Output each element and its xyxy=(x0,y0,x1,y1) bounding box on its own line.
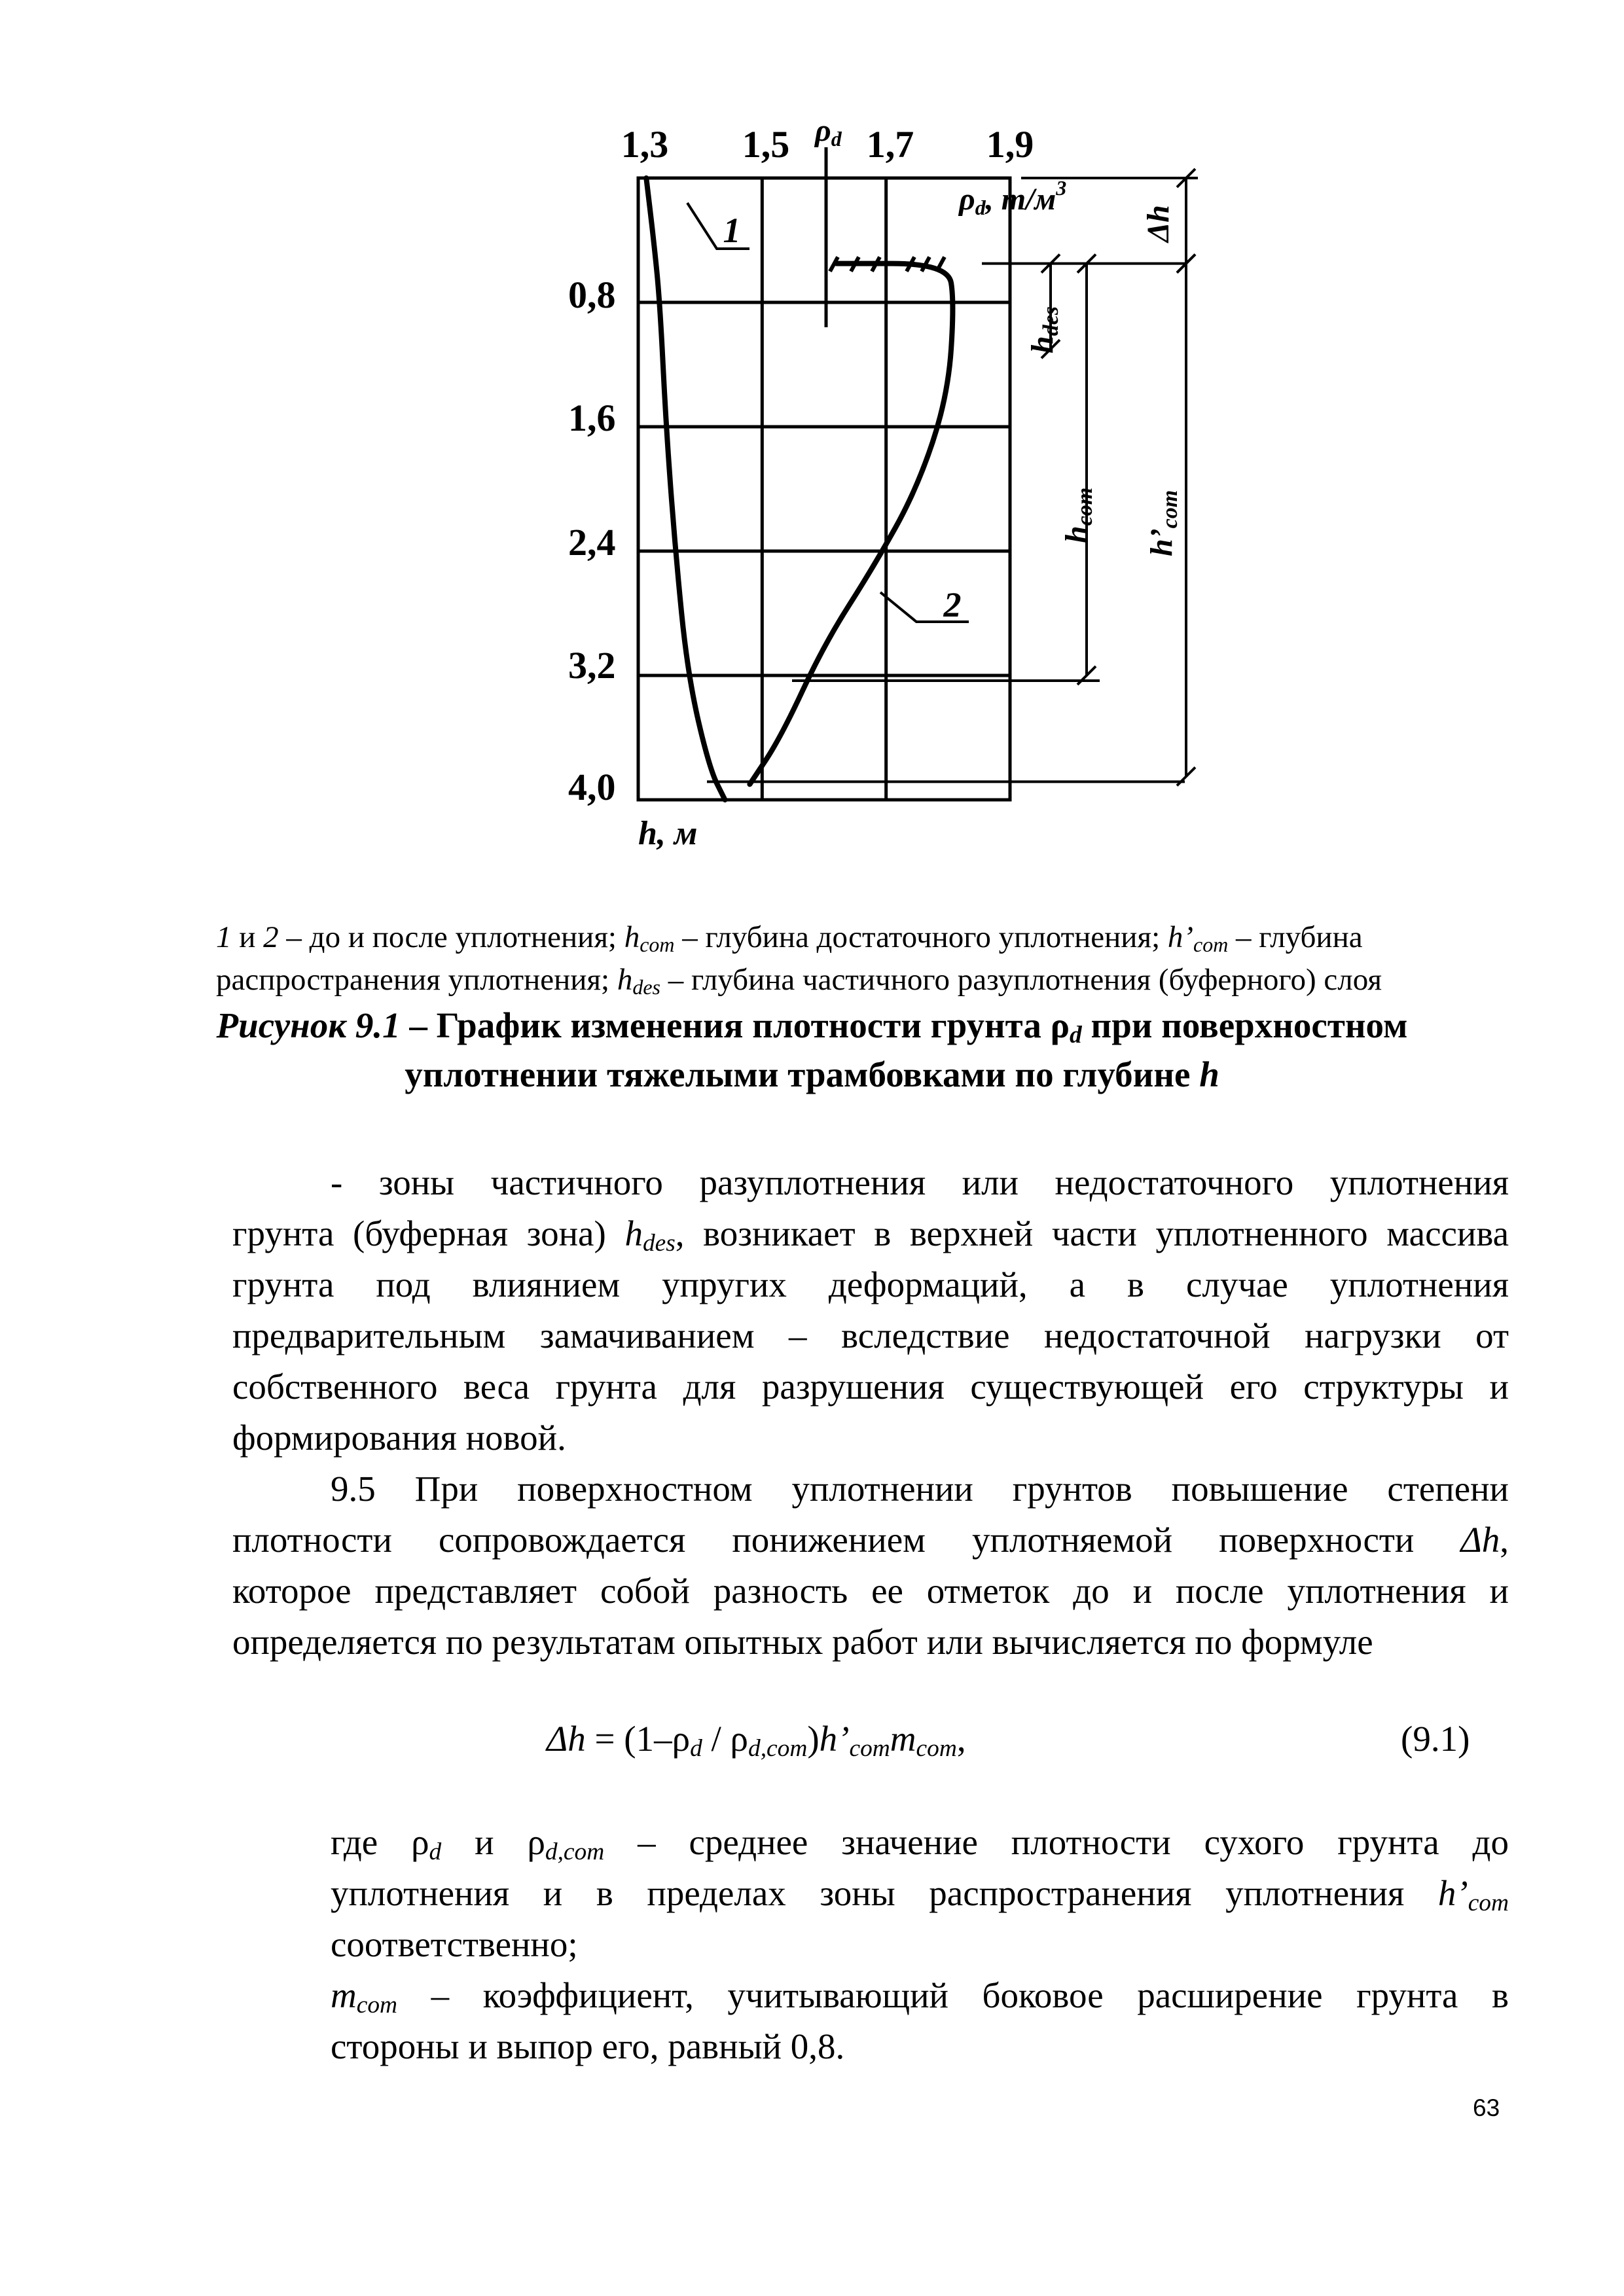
curve-label-2: 2 xyxy=(943,585,962,624)
figure-legend-line-2: распространения уплотнения; $h_{des}$ – глубина частичного разуплотнения (буферного) слоя xyxy=(216,963,1382,999)
paragraph-line: плотности сопровождается понижением уплотняемой поверхности Δh, xyxy=(232,1520,1509,1560)
paragraph-line: определяется по результатам опытных работ или вычисляется по формуле xyxy=(232,1622,1373,1662)
h-prime-com-label: h’com xyxy=(1144,490,1182,556)
y-tick-3-2: 3,2 xyxy=(568,644,616,687)
series-1-curve xyxy=(646,178,725,800)
x-symbol: ρd xyxy=(815,113,842,151)
definition-line: стороны и выпор его, равный 0,8. xyxy=(331,2026,845,2066)
formula-number: (9.1) xyxy=(1401,1719,1470,1759)
page-number: 63 xyxy=(1473,2094,1500,2121)
h-com-label: hcom xyxy=(1059,487,1097,543)
definition-line: $m_{com}$ – коэффициент, учитывающий боковое расширение грунта в xyxy=(331,1975,1509,2019)
x-tick-1-3: 1,3 xyxy=(621,123,669,166)
figure-caption-line-2: уплотнении тяжелыми трамбовками по глубине h xyxy=(405,1054,1219,1094)
paragraph-line: которое представляет собой разность ее отметок до и после уплотнения и xyxy=(232,1571,1509,1611)
paragraph-line: предварительным замачиванием – вследствие недостаточной нагрузки от xyxy=(232,1316,1509,1355)
paragraph-line: грунта под влиянием упругих деформаций, а в случае уплотнения xyxy=(232,1265,1509,1304)
chart-curves xyxy=(646,178,1185,800)
x-tick-1-5: 1,5 xyxy=(742,123,790,166)
paragraph-line: собственного веса грунта для разрушения существующей его структуры и xyxy=(232,1367,1509,1407)
paragraph-line: 9.5 При поверхностном уплотнении грунтов повышение степени xyxy=(331,1469,1509,1509)
series-2-curve xyxy=(749,264,952,785)
definition-line: где $\rho_d$ и $\rho_{d,com}$ – среднее значение плотности сухого грунта до xyxy=(331,1822,1509,1866)
dimension-lines xyxy=(1021,169,1198,785)
definition-line: соответственно; xyxy=(331,1924,578,1964)
paragraph-line: грунта (буферная зона) $h_{des}$, возникает в верхней части уплотненного массива xyxy=(232,1213,1509,1257)
definition-line: уплотнения и в пределах зоны распространения уплотнения $h’_{com}$ xyxy=(331,1873,1509,1917)
delta-h-label: Δh xyxy=(1141,205,1176,242)
x-tick-1-9: 1,9 xyxy=(986,123,1034,166)
density-depth-figure xyxy=(0,0,1624,870)
paragraph-line: формирования новой. xyxy=(232,1418,566,1458)
y-tick-1-6: 1,6 xyxy=(568,397,616,439)
h-des-label: hdes xyxy=(1025,306,1063,353)
y-tick-4-0: 4,0 xyxy=(568,766,616,808)
x-tick-1-7: 1,7 xyxy=(866,123,914,166)
curve-label-1: 1 xyxy=(723,211,741,250)
formula-9-1: $\Delta h = (1-\rho_d$ / $\rho_{d,com})h’_{com}m_{com}$, xyxy=(547,1719,966,1763)
y-tick-2-4: 2,4 xyxy=(568,521,616,564)
paragraph-line: - зоны частичного разуплотнения или недостаточного уплотнения xyxy=(331,1162,1509,1202)
y-axis-label: h, м xyxy=(638,815,698,852)
x-units-label: ρd, $т/м^3$ xyxy=(959,176,1067,219)
figure-caption-line-1: Рисунок 9.1 – График изменения плотности грунта $\rho_d$ при поверхностном xyxy=(216,1005,1408,1049)
y-tick-0-8: 0,8 xyxy=(568,274,616,316)
figure-legend-line-1: 1 и 2 – до и после уплотнения; $h_{com}$ – глубина достаточного уплотнения; $h’_{com}$ – глубина xyxy=(216,920,1363,957)
